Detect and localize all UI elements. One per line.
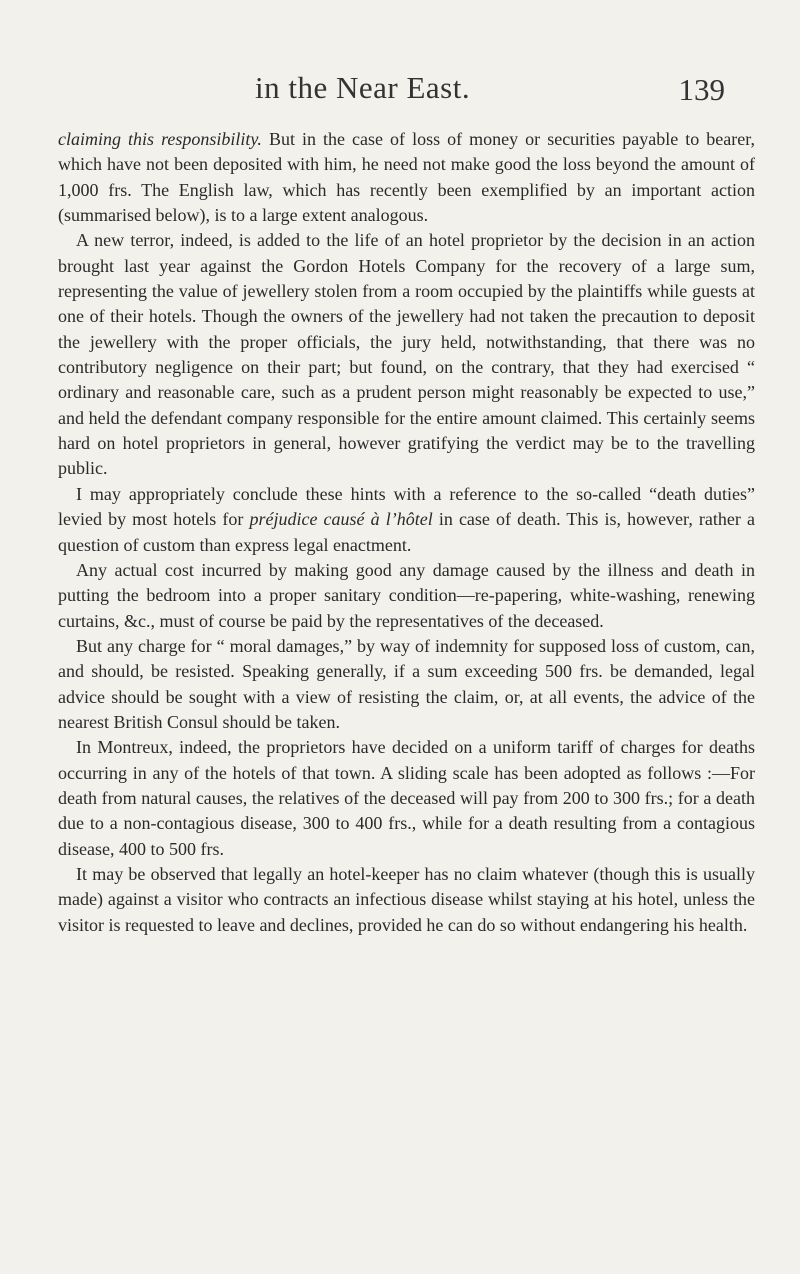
paragraph-1 bbox=[58, 127, 755, 228]
paragraph-3-text-after: in case of death. This is, however, rather a question of custom than express legal enactment. bbox=[58, 509, 755, 555]
page-header bbox=[255, 70, 725, 120]
italic-lead: claiming this responsibility. bbox=[58, 129, 262, 149]
paragraph-4: Any actual cost incurred by making good any damage caused by the illness and death in putting the bedroom into a proper sanitary condition—re-papering, white-washing, renewing curtains, &c., must of course be paid by the representatives of the deceased. bbox=[58, 559, 755, 631]
paragraph-1-text: But in the case of loss of money or securities payable to bearer, which have not been deposited with him, he need not make good the loss beyond the amount of 1,000 frs. The English law, which has recently been exemplified by an important action (summarised below), is to a large extent analogous. bbox=[58, 129, 755, 226]
body-text bbox=[58, 127, 755, 938]
french-phrase: préjudice causé à l’hôtel bbox=[249, 509, 433, 530]
paragraph-6: In Montreux, indeed, the proprietors have decided on a uniform tariff of charges for deaths occurring in any of the hotels of that town. A sliding scale has been adopted as follows :—For death from natural causes, the relatives of the deceased will pay from 200 to 300 frs.; for a death due to a non-contagious disease, 300 to 400 frs., while for a death resulting from a contagious disease, 400 to 500 frs. bbox=[58, 737, 755, 859]
paragraph-3 bbox=[58, 482, 755, 558]
paragraph-3-text-before: I may appropriately conclude these hints with a reference to the so-called “death duties” levied by most hotels for bbox=[58, 483, 755, 530]
running-title: in the Near East. bbox=[255, 70, 471, 105]
paragraph-5: But any charge for “ moral damages,” by way of indemnity for supposed loss of custom, can, and should, be resisted. Speaking generally, if a sum exceeding 500 frs. be demanded, legal advice should be sought with a view of resisting the claim, or, at all events, the advice of the nearest British Consul should be taken. bbox=[58, 635, 755, 732]
paragraph-7: It may be observed that legally an hotel-keeper has no claim whatever (though this is usually made) against a visitor who contracts an infectious disease whilst staying at his hotel, unless the visitor is requested to leave and declines, provided he can do so without endangering his health. bbox=[58, 863, 755, 935]
page-number: 139 bbox=[678, 72, 725, 107]
paragraph-2: A new terror, indeed, is added to the life of an hotel proprietor by the decision in an action brought last year against the Gordon Hotels Company for the recovery of a large sum, representing the value of jewellery stolen from a room occupied by the plaintiffs while guests at one of their hotels. Though the owners of the jewellery had not taken the precaution to deposit the jewellery with the proper officials, the jury held, notwithstanding, that there was no contributory negligence on their part; but found, on the contrary, that they had exercised “ ordinary and reasonable care, such as a prudent person might reasonably be expected to use,” and held the defendant company responsible for the entire amount claimed. This certainly seems hard on hotel proprietors in general, however gratifying the verdict may be to the travelling public. bbox=[58, 230, 755, 479]
